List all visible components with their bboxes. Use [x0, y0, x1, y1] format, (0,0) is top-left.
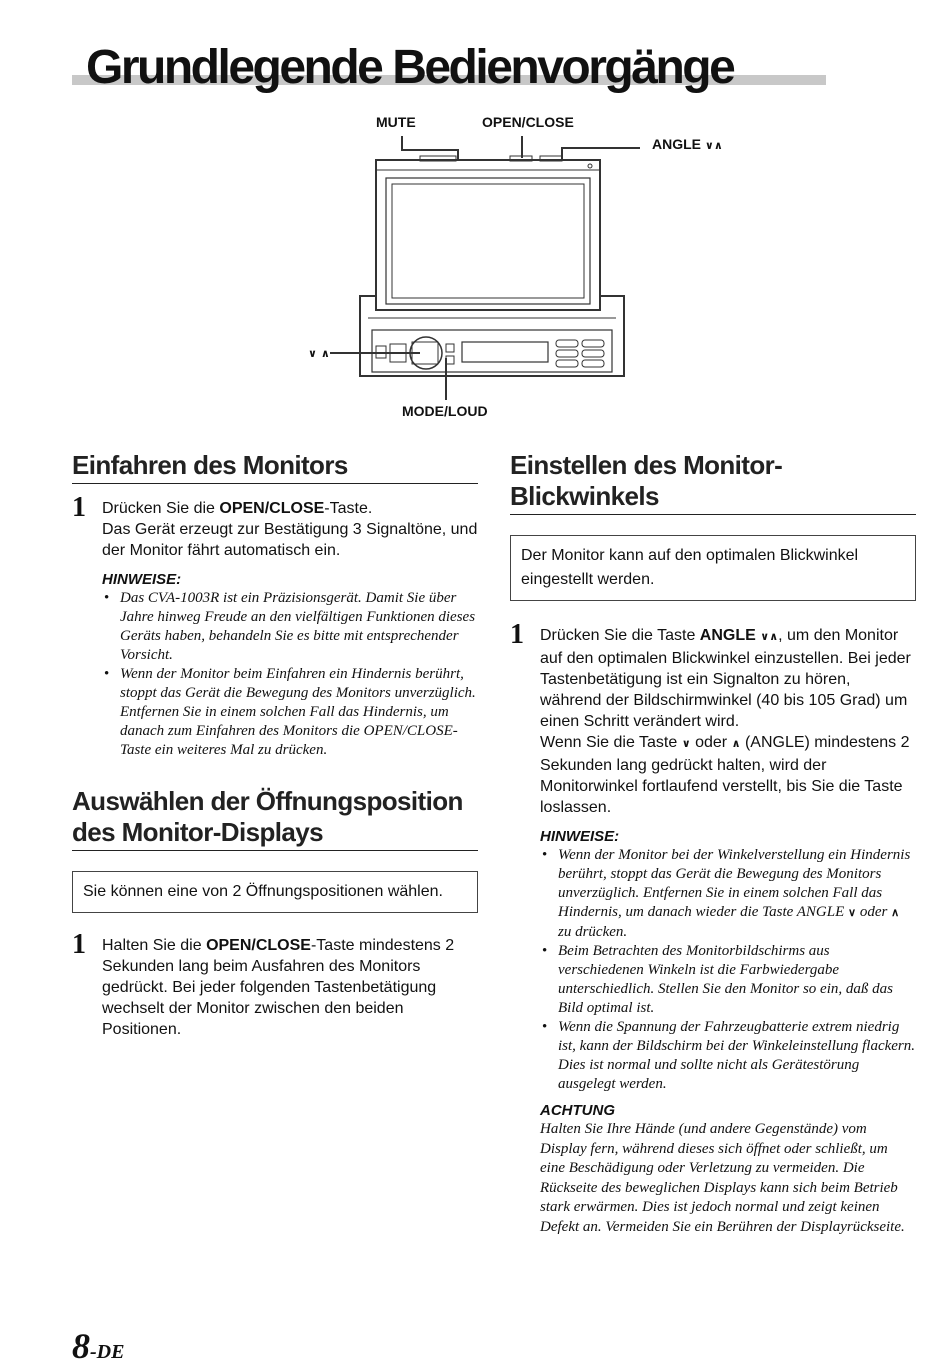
notes-block-2	[510, 828, 916, 1237]
notes-title: HINWEISE:	[102, 571, 182, 588]
chevron-down-icon: ∨	[308, 348, 317, 360]
chevron-down-icon: ∨	[704, 140, 714, 152]
page-number-value: 8	[72, 1326, 90, 1366]
note-item: • Das CVA-1003R ist ein Präzisionsgerät. Damit Sie über Jahre hinweg Freude an den vielfältigen Funktionen dieses Geräts haben, behandeln Sie es bitte mit entsprechender Vorsicht.	[102, 589, 478, 665]
chevron-down-icon: ∨	[848, 907, 857, 919]
info-box-opening-position: Sie können eine von 2 Öffnungspositionen wählen.	[72, 871, 478, 913]
step-number: 1	[510, 619, 524, 650]
note-item: • Beim Betrachten des Monitorbildschirms aus verschiedenen Winkeln ist die Farbwiedergabe unterschiedlich. Stellen Sie den Monitor so ein, daß das Bild optimal ist.	[540, 942, 916, 1018]
step-text-2	[540, 732, 916, 818]
step-text-mid: oder	[690, 734, 732, 751]
step-text-2: Das Gerät erzeugt zur Bestätigung 3 Signaltöne, und der Monitor fährt automatisch ein.	[102, 521, 478, 559]
step-text-post: -Taste.	[324, 500, 373, 517]
note-text-pre: Wenn der Monitor bei der Winkelverstellung ein Hindernis berührt, stoppt das Gerät die Bewegung des Monitors unverzüglich. Entfernen Sie in einem solchen Fall das Hindernis, um danach wieder die Taste ANGLE	[558, 847, 911, 920]
section-heading-viewing-angle: Einstellen des Monitor-Blickwinkels	[510, 450, 916, 515]
chevron-down-icon: ∨	[760, 631, 770, 643]
step-text-bold: OPEN/CLOSE	[219, 500, 325, 517]
chevron-up-icon: ∧	[731, 738, 741, 750]
step-number: 1	[72, 929, 86, 960]
label-mute: MUTE	[376, 114, 416, 130]
step-text-post: -Taste mindestens 2 Sekunden lang beim Ausfahren des Monitors gedrückt. Bei jeder folgenden Tastenbetätigung wechselt der Monitor zwischen den beiden Positionen.	[102, 937, 455, 1038]
right-column	[510, 450, 916, 1237]
note-item: • Wenn die Spannung der Fahrzeugbatterie extrem niedrig ist, kann der Bildschirm bei der Winkeleinstellung flackern. Dies ist normal und sollte nicht als Gerätestörung ausgelegt werden.	[540, 1018, 916, 1094]
chevron-up-icon: ∧	[713, 140, 723, 152]
note-item	[540, 846, 916, 942]
chevron-up-icon: ∧	[891, 907, 900, 919]
device-figure	[300, 108, 760, 428]
step-text	[540, 625, 916, 732]
step-retract-1	[72, 492, 478, 561]
note-text-post: zu drücken.	[558, 924, 628, 940]
notes-list	[72, 589, 478, 760]
label-down-up	[308, 344, 330, 360]
step-text-pre: Drücken Sie die	[102, 500, 220, 517]
step-text-post: , um den Monitor auf den optimalen Blickwinkel einzustellen. Bei jeder Tastenbetätigung ist ein Signalton zu hören, während der Bildschirmwinkel (40 bis 105 Grad) um einen Schritt verändert wird.	[540, 627, 911, 730]
info-box-viewing-angle: Der Monitor kann auf den optimalen Blickwinkel eingestellt werden.	[510, 535, 916, 601]
caution-title: ACHTUNG	[540, 1102, 615, 1119]
note-item: • Wenn der Monitor beim Einfahren ein Hindernis berührt, stoppt das Gerät die Bewegung des Monitors unverzüglich. Entfernen Sie in einem solchen Fall das Hindernis, um danach zum Einfahren des Monitors die OPEN/CLOSE-Taste ein weiteres Mal zu drücken.	[102, 665, 478, 760]
step-angle-1	[510, 619, 916, 818]
step-text-pre: Wenn Sie die Taste	[540, 734, 682, 751]
step-number: 1	[72, 492, 86, 523]
device-illustration	[300, 108, 760, 428]
step-text	[102, 935, 478, 1040]
step-text	[102, 498, 478, 519]
label-angle: ANGLE	[652, 136, 701, 152]
step-text-pre: Halten Sie die	[102, 937, 207, 954]
caution-text: Halten Sie Ihre Hände (und andere Gegenstände) vom Display fern, während dieses sich öffnet oder schließt, um eine Beschädigung oder Verletzung zu vermeiden. Die Rückseite des beweglichen Displays kann sich beim Betrieb stark erwärmen. Dies ist jedoch normal und zeigt keinen Defekt an. Vermeiden Sie ein Berühren der Displayrückseite.	[540, 1121, 905, 1235]
page-title: Grundlegende Bedienvorgänge	[86, 41, 734, 94]
page-number-suffix: -DE	[90, 1341, 125, 1363]
step-text-bold: ANGLE	[699, 627, 756, 644]
left-column	[72, 450, 478, 1040]
label-mode-loud: MODE/LOUD	[402, 403, 488, 419]
page-number	[72, 1326, 124, 1372]
step-text-pre: Drücken Sie die Taste	[540, 627, 700, 644]
section-heading-retract-monitor: Einfahren des Monitors	[72, 450, 478, 484]
notes-list	[510, 846, 916, 1094]
note-text-mid: oder	[856, 904, 892, 920]
step-text-post: (ANGLE) mindestens 2 Sekunden lang gedrückt halten, wird der Monitorwinkel fortlaufend verstellt, bis Sie die Taste loslassen.	[540, 734, 910, 816]
chevron-up-icon: ∧	[320, 348, 330, 360]
notes-block-1	[72, 571, 478, 760]
page-title-block	[72, 38, 826, 98]
step-opening-1	[72, 929, 478, 1040]
chevron-up-icon: ∧	[769, 631, 779, 643]
chevron-down-icon: ∨	[681, 738, 691, 750]
section-heading-opening-position: Auswählen der Öffnungsposition des Monitor-Displays	[72, 786, 478, 851]
notes-title: HINWEISE:	[540, 828, 620, 845]
step-text-bold: OPEN/CLOSE	[206, 937, 311, 954]
label-open-close: OPEN/CLOSE	[482, 114, 574, 130]
label-angle-block	[652, 136, 723, 152]
